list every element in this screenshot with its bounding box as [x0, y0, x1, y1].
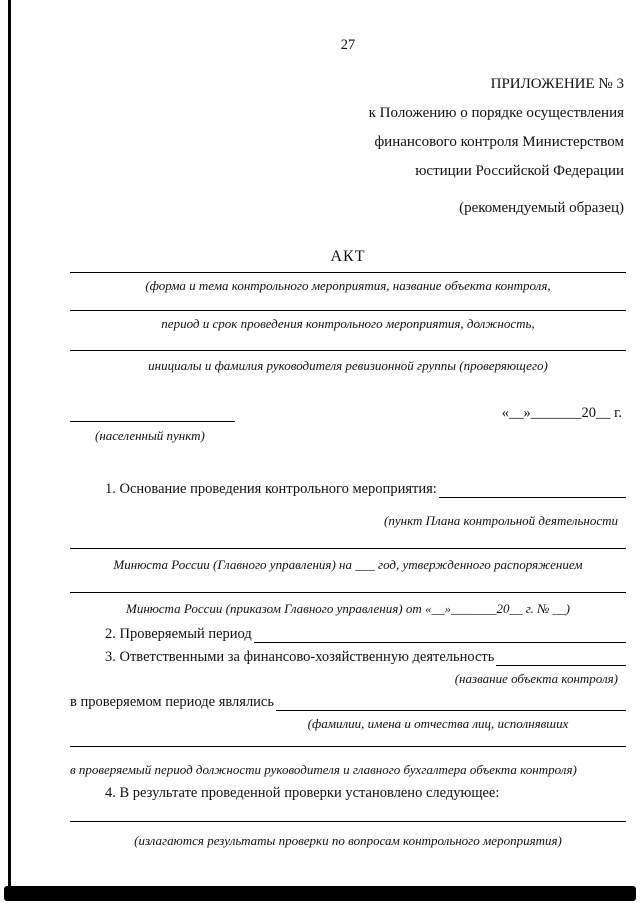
- rule-line: [70, 310, 626, 311]
- date-field: «__»_______20__ г.: [501, 405, 622, 421]
- item-3-caption-period: в проверяемый период должности руководителя и главного бухгалтера объекта контроля): [70, 762, 577, 777]
- item-1-text: 1. Основание проведения контрольного мероприятия:: [105, 481, 437, 497]
- scan-edge-bottom: [4, 886, 636, 901]
- item-3-text: 3. Ответственными за финансово-хозяйственную деятельность: [105, 649, 495, 665]
- item-3-blank-field: [496, 649, 626, 666]
- act-caption-line: инициалы и фамилия руководителя ревизионной группы (проверяющего): [148, 358, 548, 373]
- item-1-caption-plan: (пункт Плана контрольной деятельности: [384, 513, 618, 528]
- item-2-text: 2. Проверяемый период: [105, 626, 252, 642]
- item-4-text: 4. В результате проведенной проверки установлено следующее:: [105, 785, 500, 801]
- act-title: АКТ: [330, 248, 366, 265]
- page-number: 27: [340, 37, 356, 53]
- item-2-blank-field: [254, 626, 626, 643]
- act-caption-line: период и срок проведения контрольного мероприятия, должность,: [161, 316, 535, 331]
- rule-line: [70, 746, 626, 747]
- item-4-caption-results: (излагаются результаты проверки по вопросам контрольного мероприятия): [134, 833, 562, 848]
- act-caption-line: (форма и тема контрольного мероприятия, название объекта контроля,: [145, 278, 551, 293]
- place-caption: (населенный пункт): [95, 428, 205, 443]
- item-3-caption-object: (название объекта контроля): [454, 671, 618, 686]
- item-3-text-2: в проверяемом периоде являлись: [70, 694, 274, 710]
- item-1-blank-field: [439, 481, 626, 498]
- place-date-row: [70, 402, 626, 422]
- rule-line: [70, 272, 626, 273]
- rule-line: [70, 350, 626, 351]
- item-3-caption-fio: (фамилии, имена и отчества лиц, исполнявших: [307, 716, 569, 731]
- item-3-continuation-row: [70, 693, 626, 711]
- item-1-caption-minust-2: Минюста России (приказом Главного управления) от «__»_______20__ г. № __): [126, 601, 570, 616]
- item-3-row: [70, 648, 626, 666]
- item-1-caption-minust-1: Минюста России (Главного управления) на ___ год, утвержденного распоряжением: [113, 557, 583, 572]
- place-blank-field: [70, 404, 235, 422]
- rule-line: [70, 548, 626, 549]
- sample-note: (рекомендуемый образец): [459, 200, 624, 216]
- item-1-row: [70, 480, 626, 498]
- item-2-row: [70, 625, 626, 643]
- appendix-block: [70, 70, 626, 186]
- appendix-line: к Положению о порядке осуществления: [368, 105, 624, 121]
- rule-line: [70, 821, 626, 822]
- appendix-line: юстиции Российской Федерации: [415, 163, 624, 179]
- item-3-blank-field-2: [276, 694, 626, 711]
- appendix-title: ПРИЛОЖЕНИЕ № 3: [490, 76, 624, 92]
- appendix-line: финансового контроля Министерством: [374, 134, 624, 150]
- item-4-row: [70, 784, 626, 802]
- rule-line: [70, 592, 626, 593]
